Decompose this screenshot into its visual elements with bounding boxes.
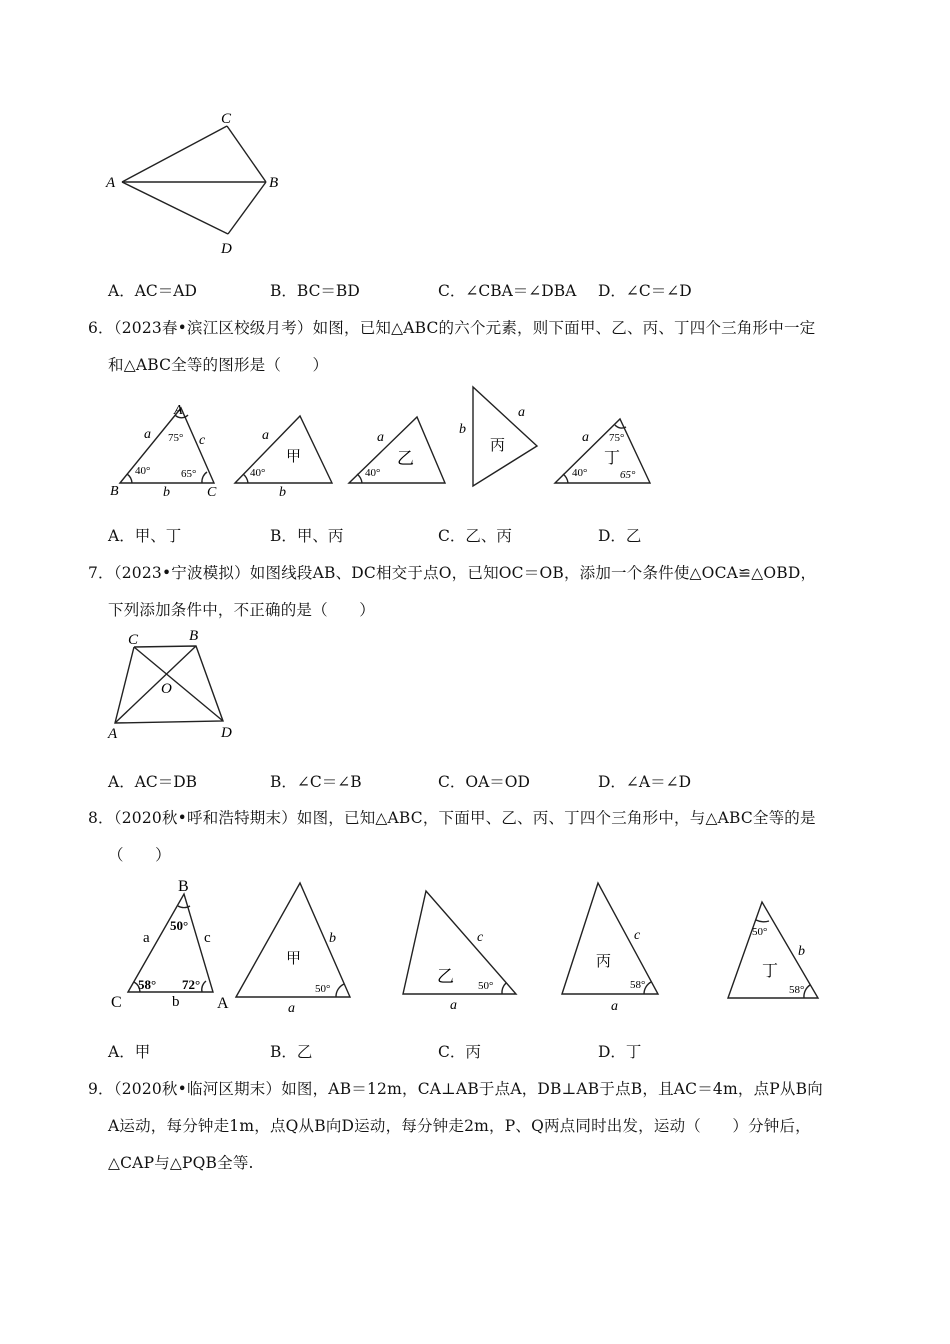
q7-option-c[interactable]: C．OA＝OD <box>438 773 530 791</box>
q8-yi-side-c: c <box>477 930 484 945</box>
q8-jia-name: 甲 <box>286 951 302 967</box>
q5-label-D: D <box>221 241 232 257</box>
q8-abc-angle-C: 58° <box>138 977 157 992</box>
q8-bing-angle: 58° <box>630 979 646 991</box>
q6-jia-angle: 40° <box>250 467 266 479</box>
q8-option-b[interactable]: B．乙 <box>270 1043 313 1061</box>
q6-jia-side-a: a <box>262 428 269 443</box>
q5-figure <box>100 105 300 260</box>
q6-abc-angle-C: 65° <box>181 468 197 480</box>
q8-abc-side-a: a <box>143 930 150 946</box>
q7-option-d[interactable]: D．∠A＝∠D <box>598 773 692 791</box>
q8-jia-angle: 50° <box>315 983 331 995</box>
q6-ding-name: 丁 <box>604 450 621 467</box>
q7-label-A: A <box>108 726 118 742</box>
q6-yi-side-a: a <box>377 430 384 445</box>
q6-bing-side-a: a <box>518 405 525 420</box>
q8-bing-side-c: c <box>634 928 641 943</box>
q6-abc-label-B: B <box>110 484 119 499</box>
q8-abc-angle-A: 72° <box>182 977 201 992</box>
q8-abc-label-A: A <box>217 995 229 1012</box>
q8-ding-name: 丁 <box>762 963 779 980</box>
q8-yi-name: 乙 <box>437 967 454 986</box>
q5-label-C: C <box>221 111 232 127</box>
q8-abc-side-b: b <box>172 994 180 1010</box>
q8-stem-line1: 8．（2020秋•呼和浩特期末）如图，已知△ABC，下面甲、乙、丙、丁四个三角形中，与△ABC全等的是 <box>88 809 816 827</box>
q6-ding-angle-left: 40° <box>572 467 588 479</box>
q6-abc-angle-B: 40° <box>135 465 151 477</box>
q8-bing-side-a: a <box>611 999 618 1014</box>
q6-abc-angle-A: 75° <box>168 432 184 444</box>
q8-jia-side-a: a <box>288 1001 295 1016</box>
q7-label-C: C <box>128 632 139 648</box>
q8-stem-line2: （ ） <box>108 846 171 864</box>
q6-option-b[interactable]: B．甲、丙 <box>270 527 344 545</box>
q8-yi-angle: 50° <box>478 980 494 992</box>
q8-ding-angle-right: 58° <box>789 984 805 996</box>
q7-label-O: O <box>161 681 172 697</box>
q8-figure <box>100 872 840 1020</box>
q5-option-d[interactable]: D．∠C＝∠D <box>598 282 692 300</box>
q8-option-c[interactable]: C．丙 <box>438 1043 481 1061</box>
q6-stem-line2: 和△ABC全等的图形是（ ） <box>108 356 329 374</box>
q8-bing-name: 丙 <box>596 954 612 970</box>
q6-abc-side-a: a <box>144 427 151 442</box>
q6-abc-side-b: b <box>163 485 170 500</box>
q5-option-c[interactable]: C．∠CBA＝∠DBA <box>438 282 577 300</box>
q6-option-d[interactable]: D．乙 <box>598 527 642 545</box>
q7-label-B: B <box>189 628 199 644</box>
q6-stem-line1: 6．（2023春•滨江区校级月考）如图，已知△ABC的六个元素，则下面甲、乙、丙、丁四个三角形中一定 <box>88 319 816 337</box>
q8-ding-side-b: b <box>798 944 805 959</box>
q8-abc-label-B: B <box>178 878 189 895</box>
q5-label-A: A <box>106 175 116 191</box>
q8-ding-angle-top: 50° <box>752 926 768 938</box>
q8-option-a[interactable]: A．甲 <box>108 1043 151 1061</box>
q8-yi-side-a: a <box>450 998 457 1013</box>
q9-stem-line3: △CAP与△PQB全等. <box>108 1154 254 1172</box>
q7-option-b[interactable]: B．∠C＝∠B <box>270 773 362 791</box>
q5-option-a[interactable]: A．AC＝AD <box>108 282 197 300</box>
q6-abc-label-C: C <box>207 485 217 500</box>
q8-abc-label-C: C <box>111 994 122 1011</box>
q8-abc-angle-B: 50° <box>170 918 189 933</box>
q6-ding-angle-right: 65° <box>620 469 636 481</box>
q7-option-a[interactable]: A．AC＝DB <box>108 773 198 791</box>
q5-option-b[interactable]: B．BC＝BD <box>270 282 360 300</box>
q6-abc-label-A: A <box>174 403 183 418</box>
q8-option-d[interactable]: D．丁 <box>598 1043 642 1061</box>
q6-bing-side-b: b <box>459 422 466 437</box>
q6-jia-name: 甲 <box>286 449 302 465</box>
q8-abc-side-c: c <box>204 930 211 946</box>
q6-option-c[interactable]: C．乙、丙 <box>438 527 512 545</box>
q6-ding-angle-top: 75° <box>609 432 625 444</box>
q8-jia-side-b: b <box>329 931 336 946</box>
q6-option-a[interactable]: A．甲、丁 <box>108 527 182 545</box>
q7-stem-line1: 7．（2023•宁波模拟）如图线段AB、DC相交于点O，已知OC＝OB，添加一个条件使△OCA≌△OBD， <box>88 564 817 582</box>
q6-bing-name: 丙 <box>490 438 506 454</box>
q9-stem-line1: 9．（2020秋•临河区期末）如图，AB＝12m，CA⊥AB于点A，DB⊥AB于点B，且AC＝4m，点P从B向 <box>88 1080 823 1098</box>
q6-abc-side-c: c <box>199 433 206 448</box>
q6-figure <box>100 384 680 504</box>
q5-label-B: B <box>269 175 279 191</box>
q6-ding-side-a: a <box>582 430 589 445</box>
q7-stem-line2: 下列添加条件中，不正确的是（ ） <box>108 601 375 619</box>
q6-yi-name: 乙 <box>397 449 414 468</box>
q6-yi-angle: 40° <box>365 467 381 479</box>
q9-stem-line2: A运动，每分钟走1m，点Q从B向D运动，每分钟走2m，P、Q两点同时出发，运动（ ）分钟后， <box>108 1117 811 1135</box>
q6-jia-side-b: b <box>279 485 286 500</box>
q7-label-D: D <box>221 725 232 741</box>
q7-figure <box>100 625 250 743</box>
